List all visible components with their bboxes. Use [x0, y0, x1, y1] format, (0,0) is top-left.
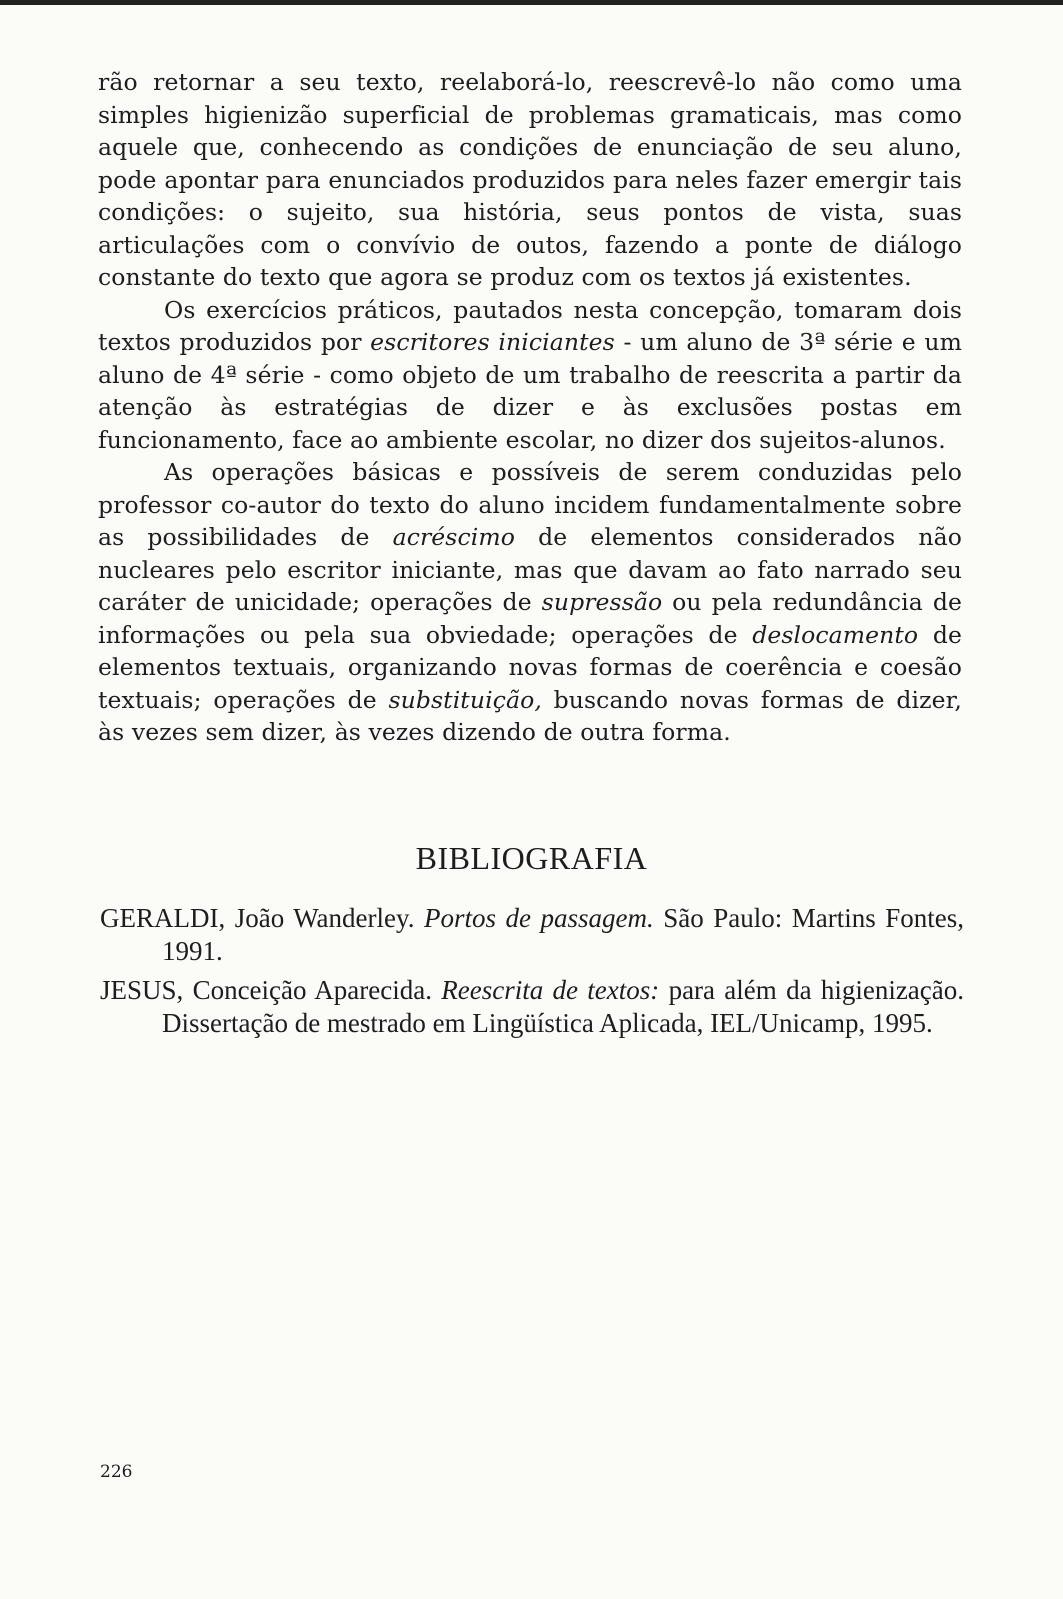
text-run: rão retornar a seu texto, reelaborá-lo, reescrevê-lo não como uma simples higienizão superficial de problemas gramaticais, mas como aquele que, conhecendo as condições de enunciação de seu aluno, pode apontar para enunciados produzidos para neles fazer emergir tais condições: o sujeito, sua história, seus pontos de vista, suas articulações com o convívio de outos, fazendo a ponte de diálogo constante do texto que agora se produz com os textos já existentes. [98, 68, 962, 291]
body-text [98, 66, 962, 749]
italic-text-run: substituição, [388, 685, 542, 714]
text-run: Os exercícios práticos, pautados nesta concepção, tomaram dois textos produzidos por [98, 295, 962, 356]
text-run: de elementos considerados não nucleares pelo escritor iniciante, mas que davam ao fato narrado seu caráter de unicidade; operações de [98, 523, 962, 616]
text-run: buscando novas formas de dizer, às vezes sem dizer, às vezes dizendo de outra forma. [98, 685, 962, 746]
bibliography-list [100, 902, 964, 1046]
text-run: ou pela redundância de informações ou pela sua obviedade; operações de [98, 588, 962, 649]
paragraph-1 [98, 66, 962, 294]
italic-text-run: Reescrita de textos: [441, 975, 660, 1005]
italic-text-run: deslocamento [752, 620, 919, 649]
top-edge-rule [0, 0, 1063, 5]
text-run: GERALDI, João Wanderley. [100, 903, 424, 933]
bibliography-entry-jesus [100, 974, 964, 1040]
italic-text-run: supressão [541, 588, 663, 616]
text-run: - um aluno de 3ª série e um aluno de 4ª série - como objeto de um trabalho de reescrita a partir da atenção às estratégias de dizer e às exclusões postas em funcionamento, face ao ambiente escolar, no dizer dos sujeitos-alunos. [98, 328, 963, 454]
paragraph-3 [98, 456, 962, 749]
text-run: As operações básicas e possíveis de serem conduzidas pelo professor co-autor do texto do aluno incidem fundamentalmente sobre as possibilidades de [98, 458, 962, 551]
text-run: JESUS, Conceição Aparecida. [100, 975, 442, 1005]
page-number: 226 [100, 1462, 133, 1482]
text-run: para além da higienização. Dissertação de mestrado em Lingüística Aplicada, IEL/Unicamp, 1995. [162, 975, 965, 1038]
text-run: de elementos textuais, organizando novas formas de coerência e coesão textuais; operações de [98, 620, 962, 714]
italic-text-run: Portos de passagem. [424, 903, 654, 933]
paragraph-2 [98, 294, 962, 457]
text-run: São Paulo: Martins Fontes, 1991. [162, 903, 964, 966]
italic-text-run: acréscimo [392, 523, 515, 551]
bibliography-entry-geraldi [100, 902, 964, 968]
italic-text-run: escritores iniciantes [370, 328, 615, 356]
bibliography-heading: BIBLIOGRAFIA [415, 840, 648, 876]
